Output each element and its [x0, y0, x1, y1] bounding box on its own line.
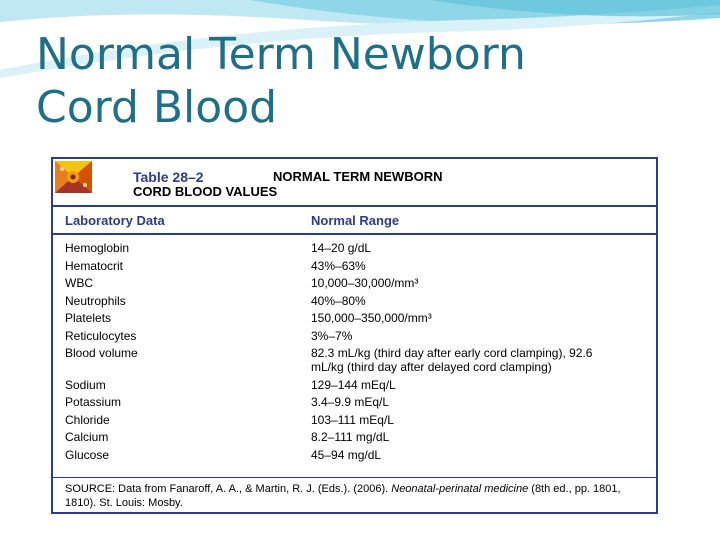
source-book-title: Neonatal-perinatal medicine: [391, 483, 529, 495]
table-title-line-1: NORMAL TERM NEWBORN: [273, 169, 443, 184]
source-divider: [53, 477, 656, 478]
source-publication: (8th ed., pp. 1801, 1810). St. Louis: Mosby.: [65, 483, 621, 509]
table-row: [53, 376, 656, 394]
lab-cell: Sodium: [65, 377, 106, 392]
range-cell: 10,000–30,000/mm³: [311, 276, 419, 290]
table-row: [53, 257, 656, 275]
column-header-range: Normal Range: [311, 213, 400, 228]
lab-cell: Potassium: [65, 395, 122, 409]
table-caption: [53, 159, 656, 206]
range-cell: 40%–80%: [311, 293, 366, 308]
range-cell: 8.2–111 mg/dL: [311, 430, 390, 444]
range-cell: 3%–7%: [311, 328, 353, 343]
decorative-mosaic-icon: [55, 161, 92, 193]
header-divider: [53, 233, 656, 235]
column-header-lab: Laboratory Data: [65, 213, 165, 228]
lab-cell: Calcium: [65, 430, 109, 444]
lab-cell: Chloride: [65, 412, 110, 427]
table-row: [53, 393, 656, 411]
table-row: [53, 239, 656, 257]
range-cell: 82.3 mL/kg (third day after early cord clamping), 92.6 mL/kg (third day after delayed cord clamping): [311, 346, 593, 374]
page-title: [36, 28, 676, 134]
table-source-note: [65, 482, 645, 510]
table-number: Table 28–2: [133, 169, 204, 185]
table-row: [53, 446, 656, 464]
lab-cell: Hematocrit: [65, 258, 124, 273]
lab-cell: Blood volume: [65, 346, 138, 360]
caption-divider: [53, 205, 656, 207]
lab-cell: WBC: [65, 276, 93, 290]
table-row: [53, 411, 656, 429]
range-cell: 14–20 g/dL: [311, 241, 372, 255]
table-title-line-2: CORD BLOOD VALUES: [133, 184, 278, 199]
table-row: [53, 292, 656, 310]
table-row: [53, 274, 656, 292]
range-cell: 43%–63%: [311, 258, 366, 273]
lab-cell: Reticulocytes: [65, 328, 137, 343]
cord-blood-table: [51, 157, 658, 514]
lab-cell: Neutrophils: [65, 293, 126, 308]
table-row: [53, 309, 656, 327]
table-row: [53, 327, 656, 345]
lab-cell: Glucose: [65, 447, 110, 462]
title-line-1: Normal Term Newborn: [36, 29, 526, 80]
table-row: [53, 344, 656, 376]
source-citation: SOURCE: Data from Fanaroff, A. A., & Martin, R. J. (Eds.). (2006).: [65, 483, 389, 495]
range-cell: 3.4–9.9 mEq/L: [311, 395, 390, 409]
table-body: [53, 239, 656, 463]
lab-cell: Hemoglobin: [65, 241, 130, 255]
lab-cell: Platelets: [65, 311, 112, 325]
range-cell: 129–144 mEq/L: [311, 377, 396, 392]
range-cell: 150,000–350,000/mm³: [311, 311, 432, 325]
table-row: [53, 428, 656, 446]
range-cell: 45–94 mg/dL: [311, 447, 382, 462]
title-line-2: Cord Blood: [36, 82, 278, 133]
range-cell: 103–111 mEq/L: [311, 412, 394, 427]
